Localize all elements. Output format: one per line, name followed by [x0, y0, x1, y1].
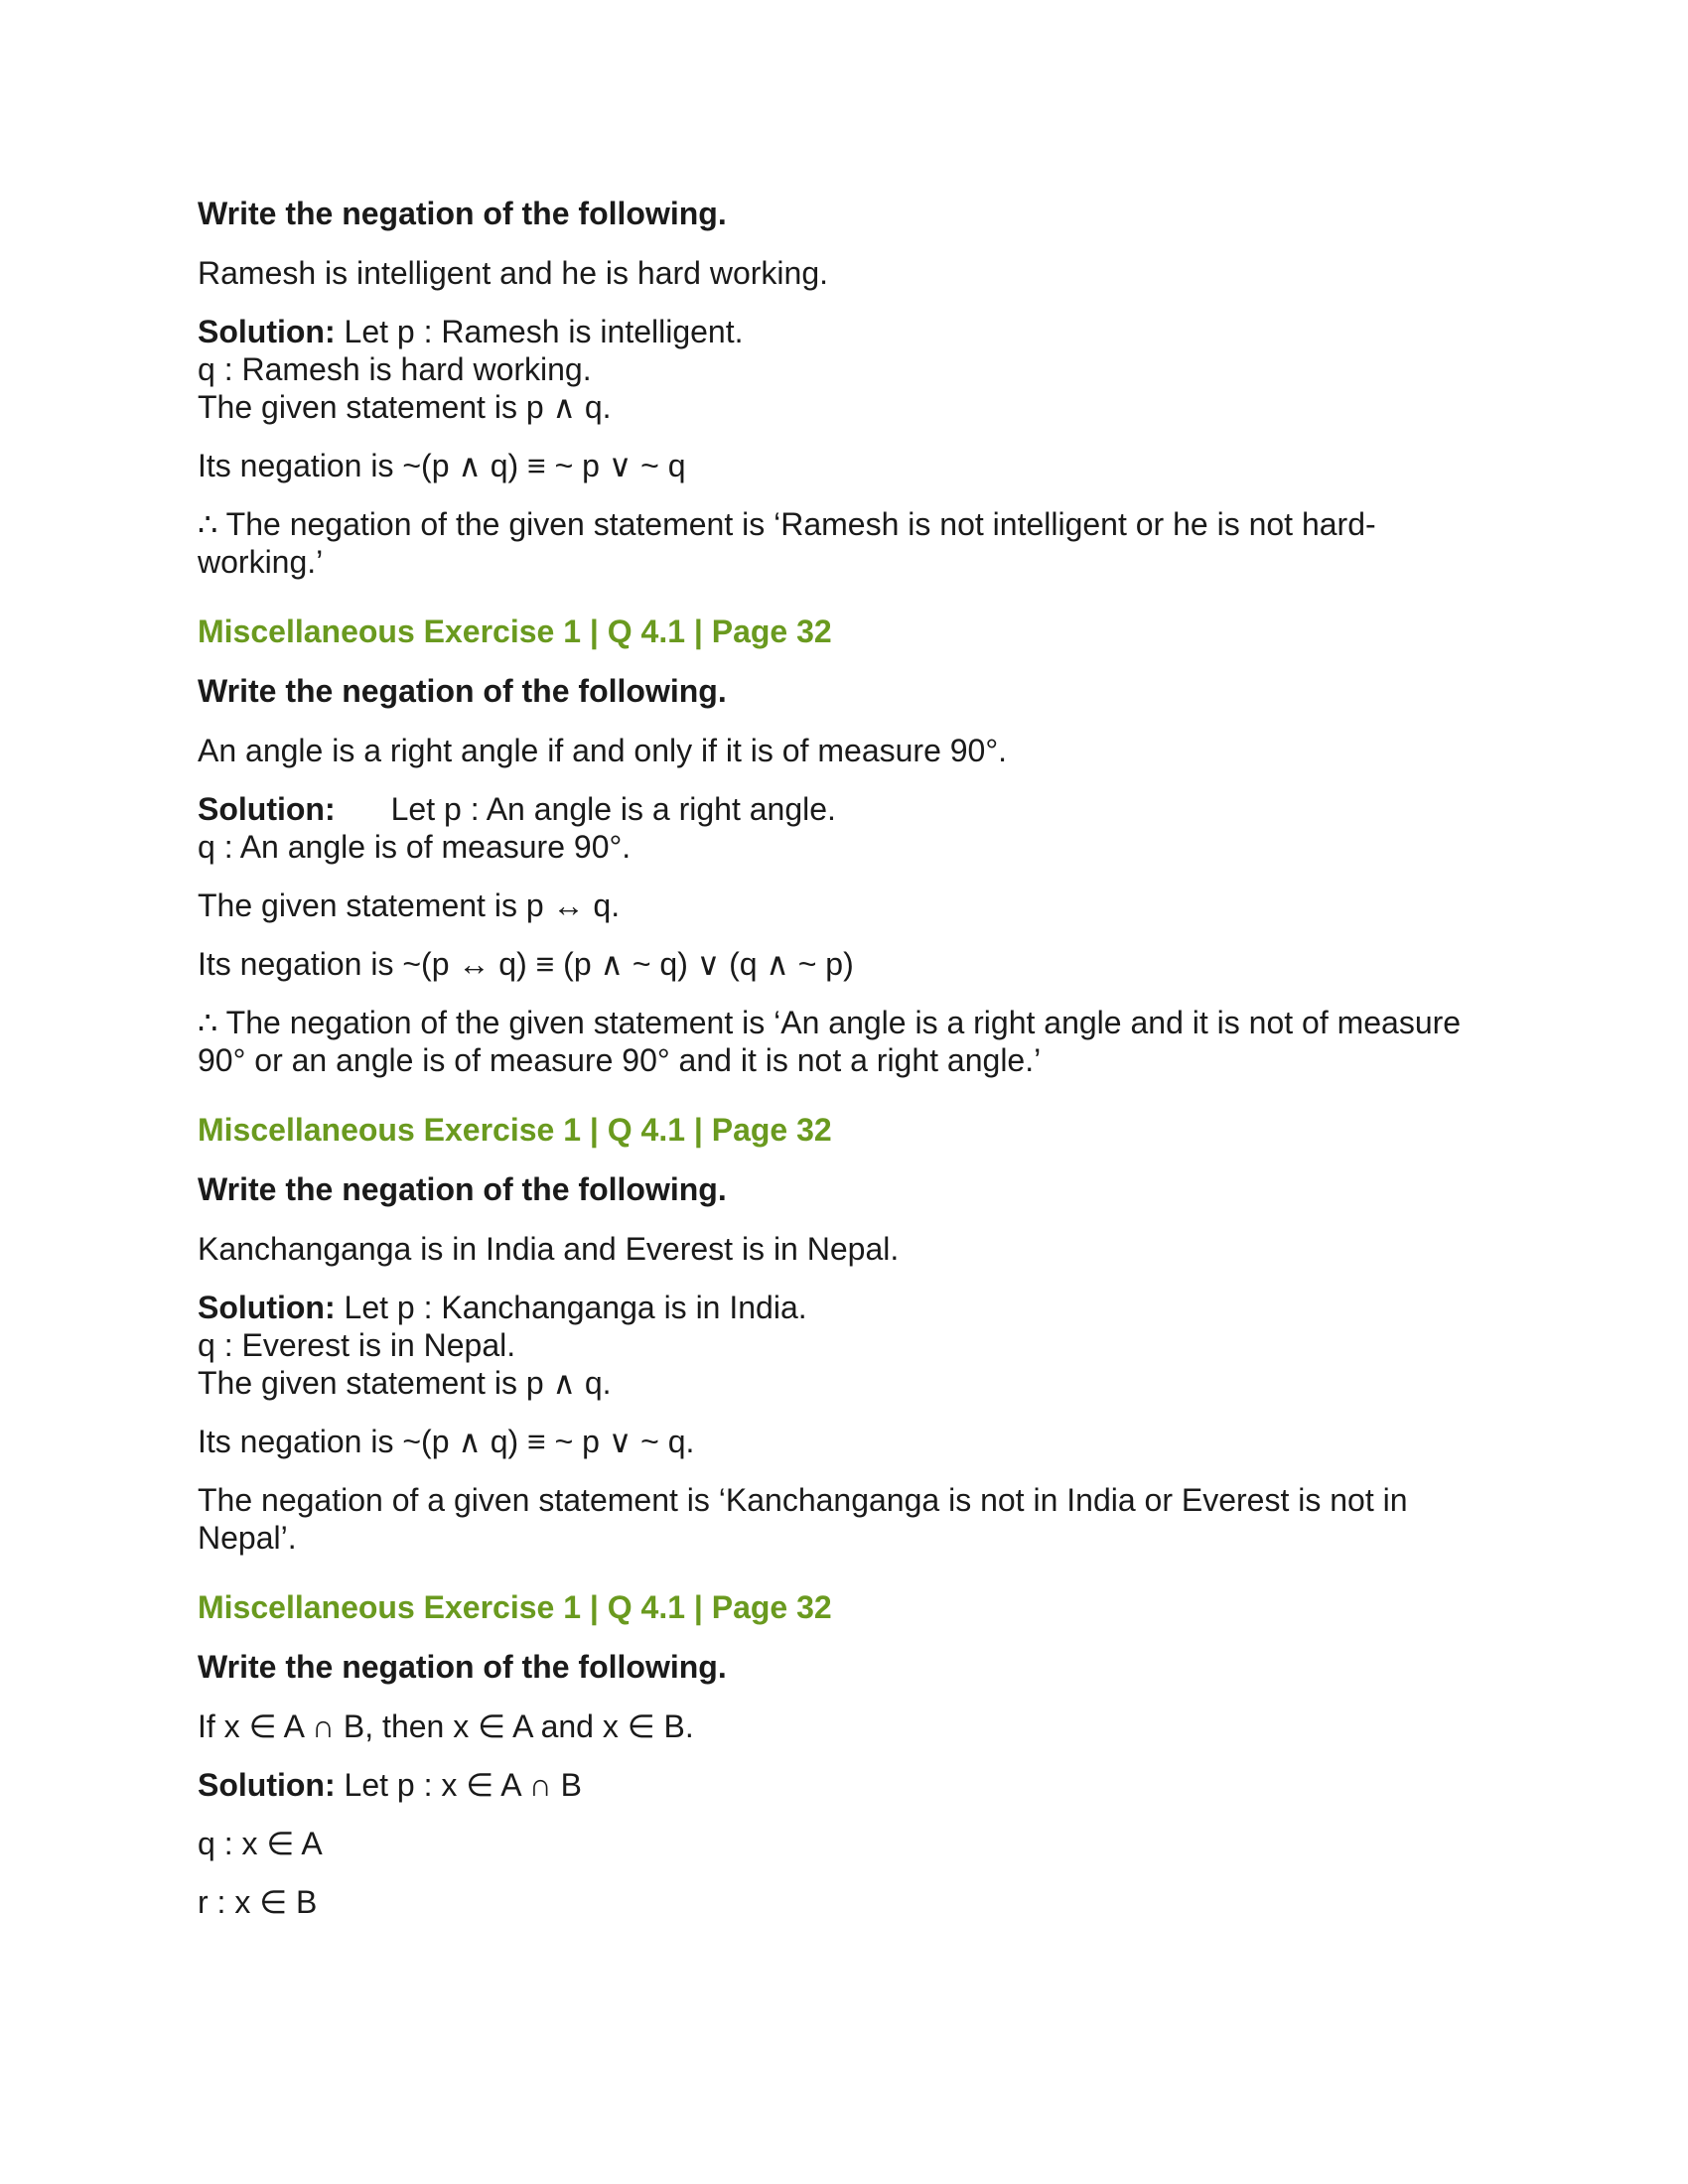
solution-line: q : Everest is in Nepal.	[198, 1327, 516, 1363]
question-prompt: Write the negation of the following.	[198, 196, 727, 231]
solution-line: Let p : Ramesh is intelligent.	[344, 314, 744, 349]
r-definition: r : x ∈ B	[198, 1884, 318, 1920]
exercise-header: Miscellaneous Exercise 1 | Q 4.1 | Page 32	[198, 1589, 832, 1625]
given-statement: The given statement is p ↔ q.	[198, 887, 621, 923]
question-statement: Ramesh is intelligent and he is hard working.	[198, 255, 828, 291]
section-3	[198, 1588, 1488, 1921]
exercise-header: Miscellaneous Exercise 1 | Q 4.1 | Page 32	[198, 1112, 832, 1148]
section-2	[198, 1111, 1488, 1557]
solution-label: Solution:	[198, 1767, 336, 1803]
section-1	[198, 613, 1488, 1079]
solution-block	[198, 1289, 1488, 1402]
negation-line: Its negation is ~(p ∧ q) ≡ ~ p ∨ ~ q	[198, 448, 686, 483]
solution-block	[198, 313, 1488, 426]
question-prompt: Write the negation of the following.	[198, 673, 727, 709]
negation-line: Its negation is ~(p ↔ q) ≡ (p ∧ ~ q) ∨ (q ∧ ~ p)	[198, 946, 854, 982]
solution-line: q : An angle is of measure 90°.	[198, 829, 632, 865]
solution-line: Let p : Kanchanganga is in India.	[344, 1290, 807, 1325]
solution-line: Let p : x ∈ A ∩ B	[344, 1767, 582, 1803]
conclusion: ∴ The negation of the given statement is ‘Ramesh is not intelligent or he is not hard-working.’	[198, 506, 1376, 580]
solution-line: The given statement is p ∧ q.	[198, 1365, 612, 1401]
question-prompt: Write the negation of the following.	[198, 1171, 727, 1207]
conclusion: ∴ The negation of the given statement is ‘An angle is a right angle and it is not of measure 90° or an angle is of measure 90° and it is not a right angle.’	[198, 1005, 1470, 1078]
question-prompt: Write the negation of the following.	[198, 1649, 727, 1685]
q-definition: q : x ∈ A	[198, 1826, 323, 1861]
negation-line: Its negation is ~(p ∧ q) ≡ ~ p ∨ ~ q.	[198, 1424, 695, 1459]
question-statement: An angle is a right angle if and only if it is of measure 90°.	[198, 733, 1008, 768]
solution-block	[198, 790, 1488, 866]
question-statement: If x ∈ A ∩ B, then x ∈ A and x ∈ B.	[198, 1708, 694, 1744]
conclusion: The negation of a given statement is ‘Kanchanganga is not in India or Everest is not in Nepal’.	[198, 1482, 1417, 1556]
question-statement: Kanchanganga is in India and Everest is in Nepal.	[198, 1231, 900, 1267]
solution-label: Solution:	[198, 1290, 336, 1325]
solution-line: Let p : An angle is a right angle.	[390, 791, 836, 827]
document-page	[198, 195, 1488, 1942]
section-0	[198, 195, 1488, 581]
solution-label: Solution:	[198, 791, 336, 827]
exercise-header: Miscellaneous Exercise 1 | Q 4.1 | Page 32	[198, 614, 832, 649]
solution-label: Solution:	[198, 314, 336, 349]
solution-line: q : Ramesh is hard working.	[198, 351, 592, 387]
solution-line: The given statement is p ∧ q.	[198, 389, 612, 425]
